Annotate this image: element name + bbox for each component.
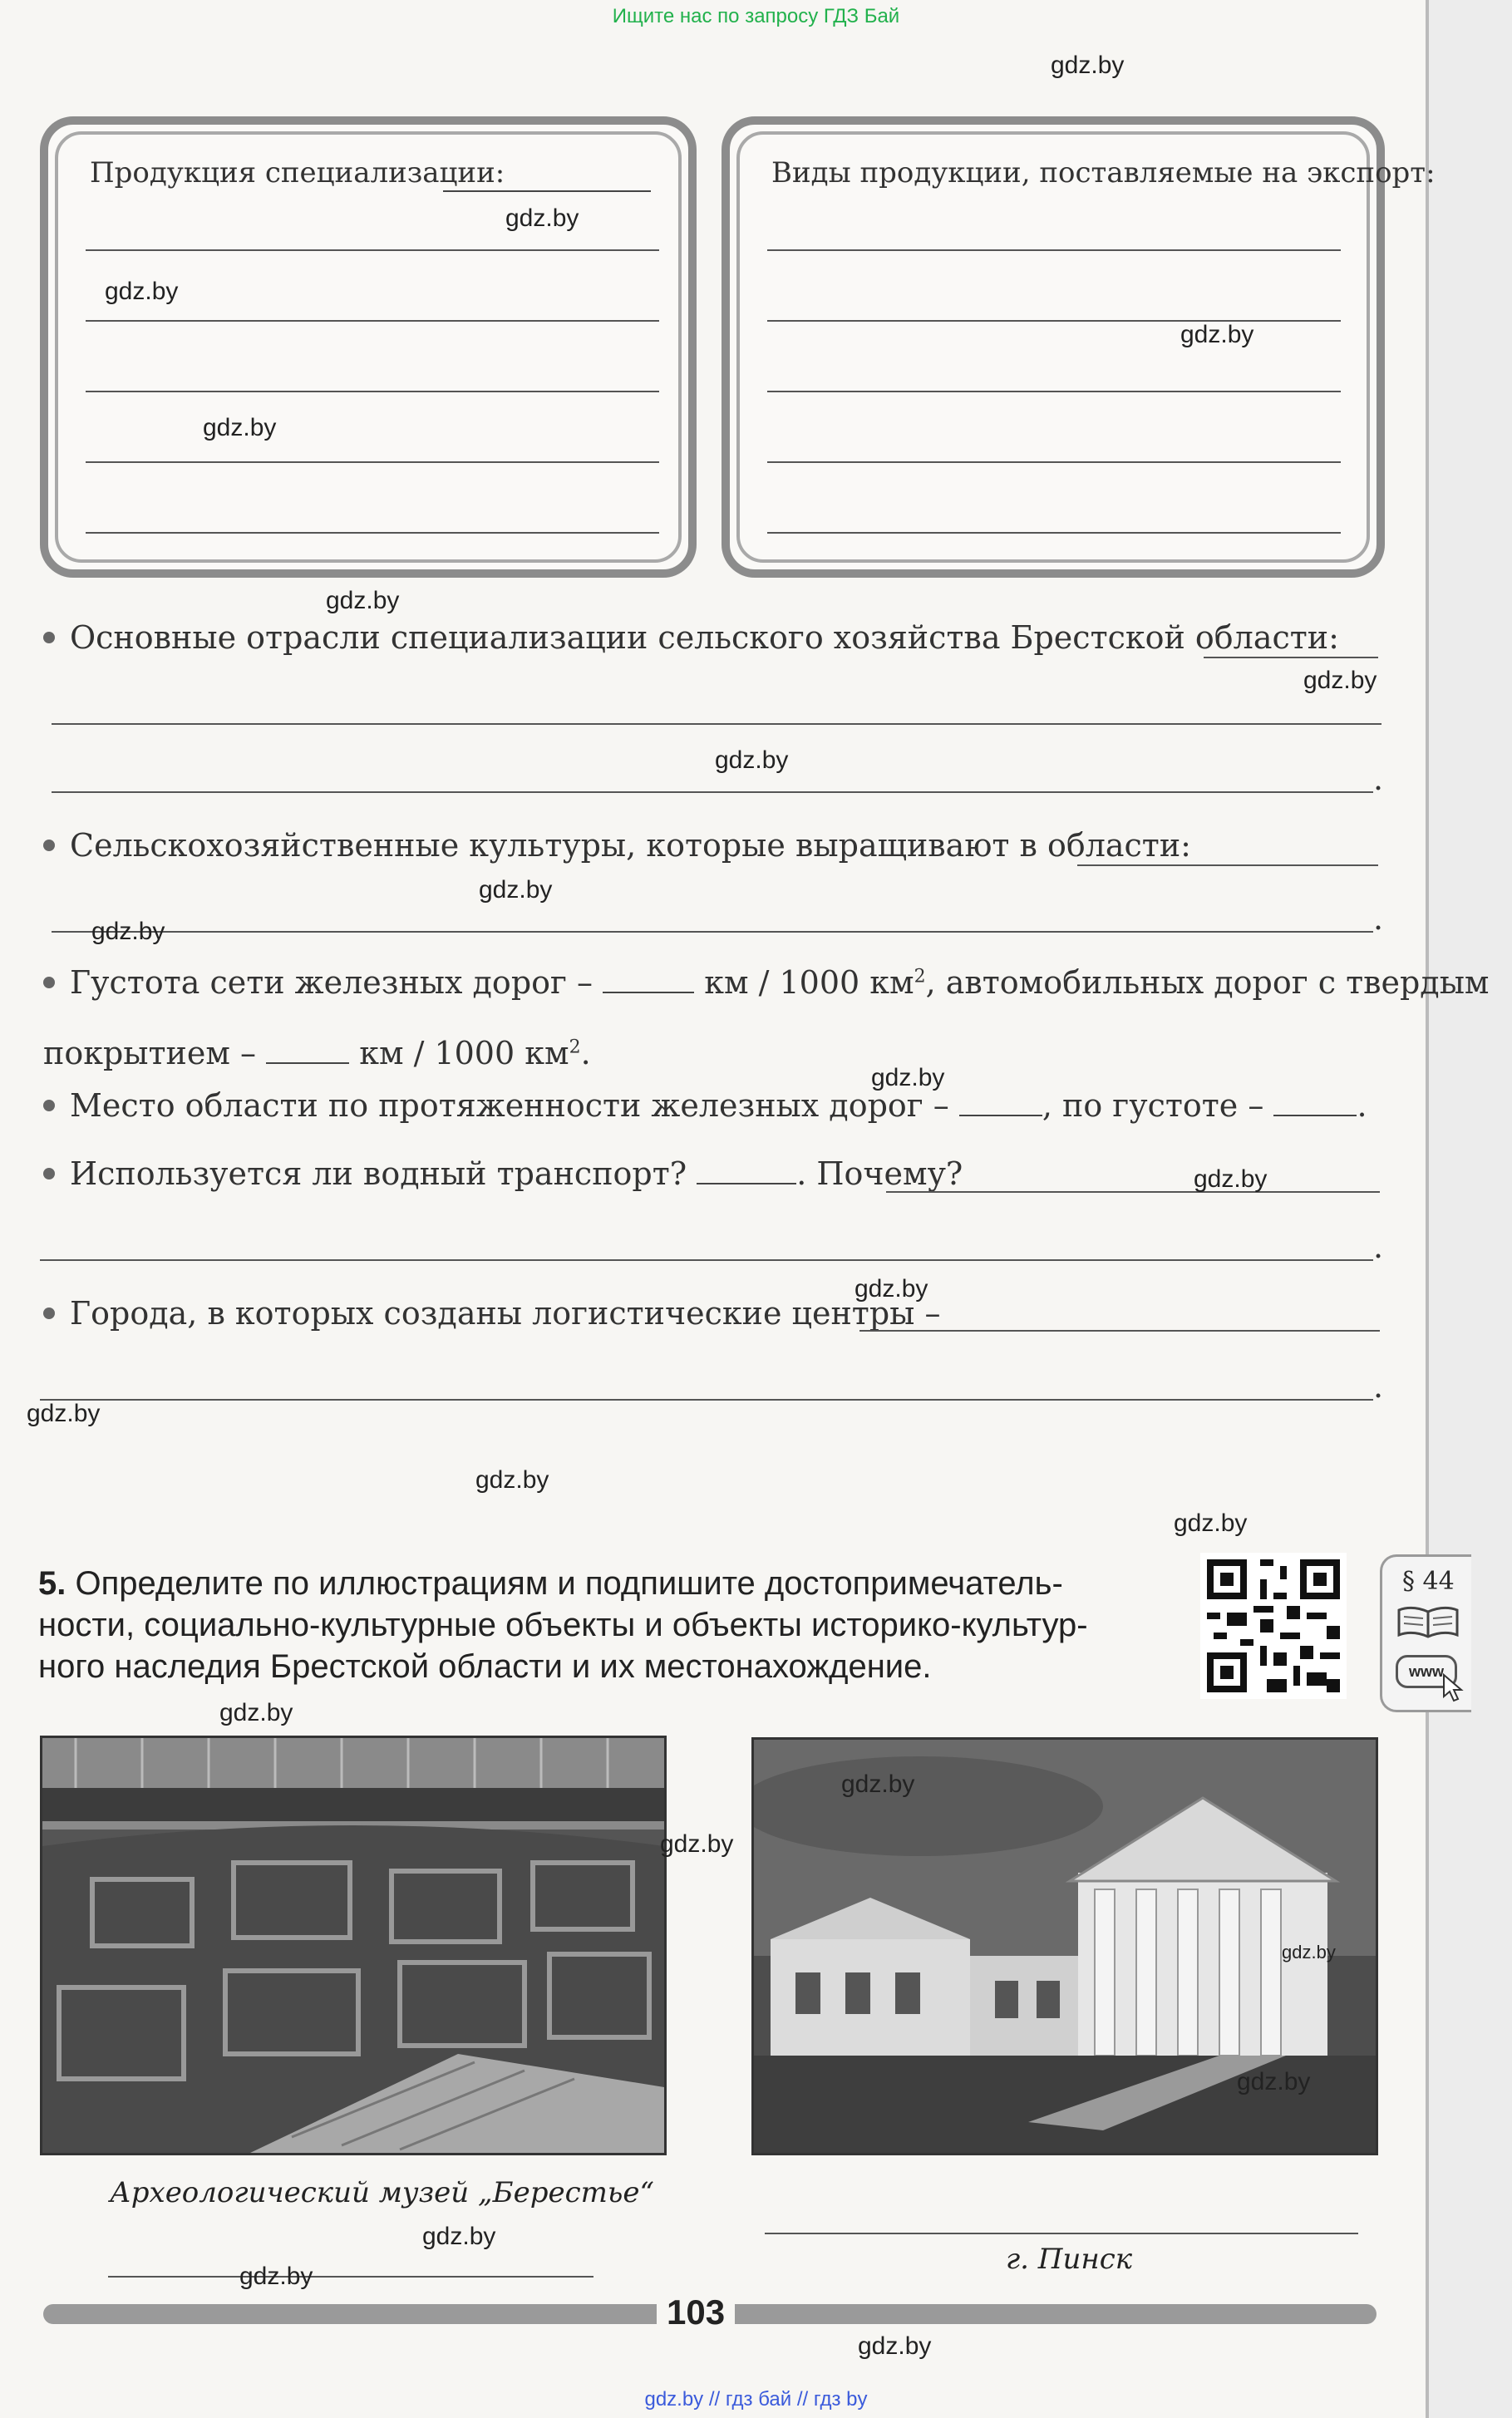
bullet-dot — [43, 977, 55, 988]
answer-line[interactable] — [108, 2276, 593, 2278]
answer-line[interactable] — [767, 461, 1341, 463]
bullet-dot — [43, 1168, 55, 1179]
section-tab[interactable] — [1380, 1554, 1471, 1712]
section-label: § 44 — [1402, 1567, 1455, 1596]
watermark: gdz.by — [1194, 1165, 1268, 1193]
qr-code-icon[interactable] — [1200, 1553, 1347, 1699]
watermark: gdz.by — [858, 2332, 932, 2360]
answer-blank[interactable] — [266, 1061, 349, 1064]
answer-line[interactable] — [52, 931, 1373, 933]
cursor-icon — [1442, 1673, 1464, 1703]
book-icon — [1396, 1603, 1460, 1640]
watermark: gdz.by — [239, 2263, 313, 2290]
answer-blank[interactable] — [1273, 1114, 1357, 1116]
answer-line[interactable] — [767, 391, 1341, 392]
watermark: gdz.by — [715, 746, 789, 774]
watermark: gdz.by — [1237, 2068, 1311, 2095]
museum-photo-illustration — [42, 1738, 664, 2153]
watermark: gdz.by — [505, 204, 579, 232]
bullet-dot — [43, 632, 55, 643]
answer-line[interactable] — [52, 791, 1373, 793]
page-number: 103 — [657, 2292, 735, 2332]
bullet-dot — [43, 1100, 55, 1111]
task-5: 5. Определите по иллюстрациям и подпишите достопримечатель- ности, социально-культурные объекты и объекты историко-культур- ного наследия Брестской области и их местонахождение. — [38, 1565, 1088, 1685]
answer-line[interactable] — [86, 532, 659, 534]
www-label: www — [1408, 1663, 1444, 1680]
watermark: gdz.by — [203, 414, 277, 441]
answer-line[interactable] — [86, 391, 659, 392]
answer-line[interactable] — [86, 320, 659, 322]
answer-line[interactable] — [40, 1259, 1373, 1261]
page-side-margin — [1426, 0, 1512, 2418]
watermark: gdz.by — [219, 1699, 293, 1726]
watermark: gdz.by — [871, 1064, 945, 1091]
watermark: gdz.by — [479, 876, 553, 904]
answer-line[interactable] — [40, 1399, 1373, 1401]
caption-pinsk: г. Пинск — [1006, 2243, 1133, 2276]
watermark: gdz.by — [841, 1770, 915, 1798]
bullet-railway-density: Густота сети железных дорог – км / 1000 $км^2$, автомобильных дорог с твердым — [43, 964, 1490, 1001]
answer-line[interactable] — [886, 1191, 1380, 1193]
answer-line[interactable] — [86, 249, 659, 251]
watermark: gdz.by — [660, 1830, 734, 1858]
watermark: gdz.by — [422, 2223, 496, 2250]
caption-museum: Археологический музей „Берестье“ — [110, 2176, 654, 2209]
footer-banner[interactable]: gdz.by // гдз бай // гдз by — [644, 2388, 868, 2411]
answer-line[interactable] — [52, 723, 1381, 725]
bullet-agriculture-branches: Основные отрасли специализации сельского хозяйства Брестской области: — [43, 619, 1339, 656]
task-number: 5. — [38, 1565, 66, 1602]
top-banner[interactable]: Ищите нас по запросу ГДЗ Бай — [612, 5, 900, 27]
answer-line[interactable] — [1204, 657, 1378, 658]
export-products-title: Виды продукции, поставляемые на экспорт: — [771, 156, 1436, 190]
watermark: gdz.by — [326, 587, 400, 614]
watermark: gdz.by — [27, 1400, 101, 1427]
bullet-water-transport: Используется ли водный транспорт? . Почему? — [43, 1155, 963, 1192]
answer-line[interactable] — [767, 532, 1341, 534]
answer-line[interactable] — [86, 461, 659, 463]
specialization-products-box — [40, 116, 697, 578]
answer-line[interactable] — [859, 1330, 1380, 1332]
bullet-logistics-centers: Города, в которых созданы логистические центры – — [43, 1295, 940, 1332]
specialization-products-title: Продукция специализации: — [90, 156, 505, 190]
watermark: gdz.by — [1282, 1942, 1336, 1962]
line-period: . — [1373, 900, 1384, 937]
bullet-crops: Сельскохозяйственные культуры, которые выращивают в области: — [43, 827, 1191, 864]
bullet-railway-rank: Место области по протяженности железных дорог – , по густоте – . — [43, 1087, 1367, 1124]
line-period: . — [1373, 761, 1384, 797]
answer-blank[interactable] — [959, 1114, 1042, 1116]
watermark: gdz.by — [1051, 52, 1125, 79]
answer-line[interactable] — [767, 249, 1341, 251]
answer-line[interactable] — [1077, 864, 1378, 866]
answer-line[interactable] — [765, 2233, 1358, 2234]
bullet-dot — [43, 840, 55, 851]
bullet-road-density: покрытием – км / 1000 $км^2$. — [43, 1035, 591, 1071]
answer-line[interactable] — [443, 190, 651, 192]
photo-archaeological-museum — [40, 1736, 667, 2155]
export-products-box — [722, 116, 1436, 578]
watermark: gdz.by — [1180, 321, 1254, 348]
watermark: gdz.by — [105, 278, 179, 305]
watermark: gdz.by — [91, 918, 165, 945]
watermark: gdz.by — [855, 1275, 928, 1303]
watermark: gdz.by — [1174, 1509, 1248, 1537]
bullet-dot — [43, 1307, 55, 1319]
answer-blank[interactable] — [603, 991, 694, 993]
line-period: . — [1373, 1229, 1384, 1265]
watermark: gdz.by — [475, 1466, 549, 1494]
answer-line[interactable] — [767, 320, 1341, 322]
answer-blank[interactable] — [697, 1182, 796, 1184]
watermark: gdz.by — [1303, 667, 1377, 694]
line-period: . — [1373, 1368, 1384, 1405]
